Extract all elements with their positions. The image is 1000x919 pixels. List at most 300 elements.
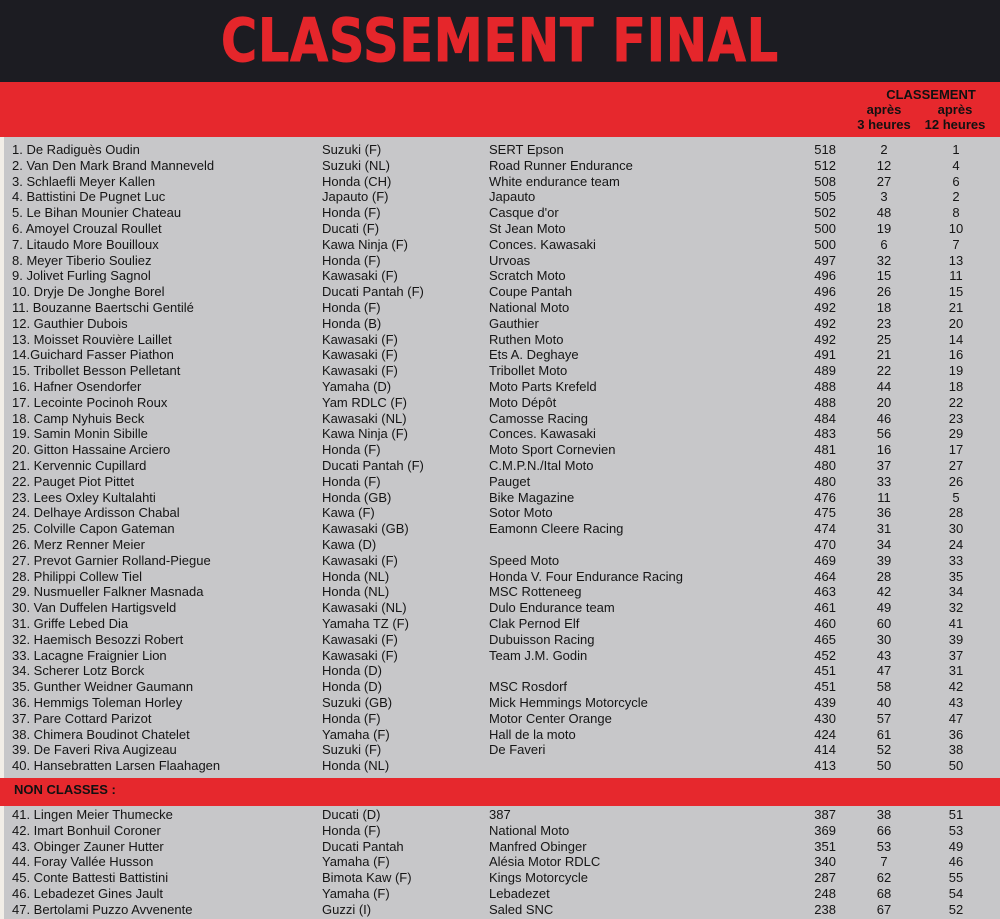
rank-after-3h: 33 [876,473,892,489]
table-row [0,142,1000,158]
motorcycle: Bimota Kaw (F) [322,870,412,886]
rank-after-3h: 60 [876,616,892,631]
table-row [0,237,1000,253]
table-row [0,537,1000,553]
rank-after-3h: 19 [876,221,892,236]
pilot-names: 33. Lacagne Fraignier Lion [12,647,167,663]
laps: 460 [814,616,836,631]
rank-after-3h: 42 [876,584,892,600]
rank-after-12h: 51 [948,807,964,822]
team-name: Conces. Kawasaki [489,236,596,252]
rank-after-3h: 16 [876,442,892,458]
rank-after-3h: 3 [880,189,888,205]
pilot-names: 34. Scherer Lotz Borck [12,663,145,679]
laps: 481 [814,442,836,458]
pilot-names: 14.Guichard Fasser Piathon [12,347,174,363]
table-row [0,902,1000,918]
laps: 465 [814,631,836,647]
motorcycle: Kawa Ninja (F) [322,426,408,442]
laps: 492 [814,315,836,331]
table-row [0,221,1000,237]
rank-after-3h: 28 [876,568,892,584]
rank-after-3h: 2 [880,142,888,157]
team-name: Motor Center Orange [489,710,612,726]
rank-after-12h: 13 [948,252,964,268]
pilot-names: 11. Bouzanne Baertschi Gentilé [12,300,194,315]
laps: 502 [814,205,836,221]
pilot-names: 43. Obinger Zauner Hutter [12,838,164,854]
rank-after-3h: 48 [876,205,892,221]
rank-after-3h: 7 [880,854,888,870]
rank-after-3h: 49 [876,600,892,616]
motorcycle: Kawa Ninja (F) [322,236,408,252]
pilot-names: 36. Hemmigs Toleman Horley [12,695,183,710]
laps: 461 [814,600,836,616]
laps: 500 [814,221,836,236]
motorcycle: Kawa (D) [322,537,377,552]
table-row [0,807,1000,823]
rank-after-3h: 32 [876,252,892,268]
motorcycle: Yamaha TZ (F) [322,616,409,631]
pilot-names: 47. Bertolami Puzzo Avvenente [12,901,193,917]
motorcycle: Suzuki (F) [322,142,382,157]
pilot-names: 12. Gauthier Dubois [12,315,128,331]
rank-after-3h: 38 [876,807,892,822]
team-name: Clak Pernod Elf [489,616,580,631]
pilot-names: 9. Jolivet Furling Sagnol [12,268,151,284]
rank-after-12h: 6 [952,173,960,189]
table-row [0,300,1000,316]
table-row [0,458,1000,474]
table-row [0,742,1000,758]
rank-after-12h: 5 [952,489,960,505]
rank-after-3h: 37 [876,458,892,473]
laps: 500 [814,236,836,252]
team-name: Moto Dépôt [489,394,557,410]
motorcycle: Kawasaki (F) [322,331,398,347]
table-row [0,395,1000,411]
laps: 439 [814,695,836,710]
motorcycle: Honda (CH) [322,173,392,189]
laps: 488 [814,379,836,394]
team-name: Honda V. Four Endurance Racing [489,568,683,584]
pilot-names: 27. Prevot Garnier Rolland-Piegue [12,552,211,568]
non-classes-bar [0,778,1000,806]
motorcycle: Yamaha (F) [322,854,390,870]
rank-after-3h: 44 [876,379,892,394]
laps: 464 [814,568,836,584]
rank-after-12h: 34 [948,584,964,600]
laps: 238 [814,901,836,917]
motorcycle: Japauto (F) [322,189,389,205]
team-name: Tribollet Moto [489,363,568,379]
table-row [0,854,1000,870]
motorcycle: Honda (F) [322,442,381,458]
rank-after-12h: 42 [948,679,964,695]
rank-after-12h: 54 [948,886,964,901]
team-name: Kings Motorcycle [489,870,588,886]
motorcycle: Suzuki (NL) [322,157,390,173]
laps: 489 [814,363,836,379]
team-name: National Moto [489,300,570,315]
table-row [0,663,1000,679]
pilot-names: 15. Tribollet Besson Pelletant [12,363,181,379]
motorcycle: Honda (F) [322,205,381,221]
laps: 505 [814,189,836,205]
laps: 424 [814,726,836,742]
laps: 475 [814,505,836,521]
laps: 491 [814,347,836,363]
team-name: Sotor Moto [489,505,553,521]
rank-after-12h: 49 [948,838,964,854]
rank-after-12h: 10 [948,221,964,236]
table-row [0,347,1000,363]
rank-after-12h: 18 [948,379,964,394]
rank-after-3h: 30 [876,631,892,647]
rank-after-12h: 32 [948,600,964,616]
rank-after-3h: 11 [877,489,891,505]
team-name: MSC Rosdorf [489,679,568,695]
laps: 413 [814,758,836,774]
rank-after-3h: 31 [876,521,892,537]
rank-after-12h: 27 [948,458,964,473]
motorcycle: Honda (NL) [322,758,390,774]
team-name: Lebadezet [489,886,550,901]
team-name: Hall de la moto [489,726,576,742]
pilot-names: 6. Amoyel Crouzal Roullet [12,221,162,236]
motorcycle: Honda (D) [322,679,382,695]
laps: 480 [814,473,836,489]
rank-after-12h: 41 [948,616,964,631]
motorcycle: Honda (F) [322,300,381,315]
laps: 480 [814,458,836,473]
table-row [0,316,1000,332]
table-row [0,363,1000,379]
rank-after-12h: 7 [952,236,960,252]
motorcycle: Kawasaki (F) [322,631,398,647]
table-row [0,268,1000,284]
table-row [0,490,1000,506]
team-name: De Faveri [489,742,546,758]
motorcycle: Kawasaki (NL) [322,410,407,426]
motorcycle: Ducati (F) [322,221,380,236]
laps: 340 [814,854,836,870]
laps: 518 [814,142,836,157]
motorcycle: Honda (NL) [322,568,390,584]
pilot-names: 1. De Radiguès Oudin [12,142,140,157]
motorcycle: Yamaha (D) [322,379,392,394]
pilot-names: 29. Nusmueller Falkner Masnada [12,584,204,600]
laps: 387 [814,807,836,822]
rank-after-3h: 25 [876,331,892,347]
table-row [0,839,1000,855]
laps: 492 [814,331,836,347]
laps: 484 [814,410,836,426]
rank-after-3h: 61 [876,726,892,742]
pilot-names: 40. Hansebratten Larsen Flaahagen [12,758,221,774]
pilot-names: 21. Kervennic Cupillard [12,458,147,473]
pilot-names: 39. De Faveri Riva Augizeau [12,742,177,758]
laps: 469 [814,552,836,568]
motorcycle: Suzuki (F) [322,742,382,758]
rank-after-12h: 43 [948,695,964,710]
rank-after-12h: 4 [952,157,960,173]
motorcycle: Ducati Pantah (F) [322,458,424,473]
rank-after-12h: 35 [948,568,964,584]
table-row [0,870,1000,886]
rank-after-12h: 17 [948,442,964,458]
rank-after-3h: 52 [876,742,892,758]
table-row [0,158,1000,174]
table-row [0,189,1000,205]
rank-after-12h: 28 [948,505,964,521]
rank-after-12h: 55 [948,870,964,886]
pilot-names: 46. Lebadezet Gines Jault [12,886,164,901]
team-name: Bike Magazine [489,489,575,505]
rank-after-3h: 57 [876,710,892,726]
motorcycle: Honda (D) [322,663,382,679]
table-row [0,505,1000,521]
motorcycle: Honda (NL) [322,584,390,600]
pilot-names: 42. Imart Bonhuil Coroner [12,822,161,838]
rank-after-12h: 22 [948,394,964,410]
team-name: SERT Epson [489,142,564,157]
table-row [0,174,1000,190]
rank-after-3h: 26 [876,284,892,300]
motorcycle: Guzzi (I) [322,901,372,917]
laps: 496 [814,284,836,300]
pilot-names: 26. Merz Renner Meier [12,537,145,552]
rank-after-12h: 14 [948,331,964,347]
rank-after-3h: 47 [876,663,892,679]
motorcycle: Ducati Pantah [322,838,404,854]
rank-after-3h: 18 [876,300,892,315]
rank-after-3h: 20 [876,394,892,410]
table-row [0,727,1000,743]
pilot-names: 3. Schlaefli Meyer Kallen [12,173,156,189]
laps: 451 [814,679,836,695]
team-name: Dubuisson Racing [489,631,595,647]
rank-after-3h: 58 [876,679,892,695]
laps: 497 [814,252,836,268]
rank-after-12h: 11 [949,268,963,284]
rank-after-12h: 38 [948,742,964,758]
rank-after-3h: 53 [876,838,892,854]
laps: 369 [814,822,836,838]
table-row [0,284,1000,300]
rank-after-3h: 39 [876,552,892,568]
laps: 496 [814,268,836,284]
team-name: Moto Parts Krefeld [489,379,597,394]
laps: 508 [814,173,836,189]
after-12h-heading: après 12 heures [924,102,986,132]
motorcycle: Ducati Pantah (F) [322,284,424,300]
rank-after-12h: 39 [948,631,964,647]
motorcycle: Suzuki (GB) [322,695,393,710]
pilot-names: 38. Chimera Boudinot Chatelet [12,726,190,742]
rank-after-3h: 6 [880,236,888,252]
pilot-names: 30. Van Duffelen Hartigsveld [12,600,177,616]
table-row [0,442,1000,458]
table-row [0,253,1000,269]
pilot-names: 16. Hafner Osendorfer [12,379,142,394]
pilot-names: 31. Griffe Lebed Dia [12,616,129,631]
motorcycle: Kawasaki (F) [322,268,398,284]
motorcycle: Kawasaki (F) [322,363,398,379]
table-row [0,758,1000,774]
rank-after-12h: 33 [948,552,964,568]
laps: 470 [814,537,836,552]
team-name: Japauto [489,189,536,205]
table-row [0,616,1000,632]
team-name: Ruthen Moto [489,331,564,347]
rank-after-12h: 31 [948,663,964,679]
rank-after-12h: 19 [948,363,964,379]
table-row [0,584,1000,600]
team-name: Pauget [489,473,531,489]
table-row [0,426,1000,442]
rank-after-12h: 23 [948,410,964,426]
pilot-names: 19. Samin Monin Sibille [12,426,148,442]
team-name: Urvoas [489,252,531,268]
rank-after-3h: 46 [876,410,892,426]
motorcycle: Honda (GB) [322,489,392,505]
pilot-names: 7. Litaudo More Bouilloux [12,236,159,252]
motorcycle: Kawasaki (F) [322,347,398,363]
classement-heading: CLASSEMENT [886,87,976,102]
rank-after-3h: 56 [876,426,892,442]
table-row [0,886,1000,902]
team-name: St Jean Moto [489,221,566,236]
rank-after-3h: 22 [876,363,892,379]
pilot-names: 41. Lingen Meier Thumecke [12,807,173,822]
rank-after-12h: 26 [948,473,964,489]
motorcycle: Kawasaki (NL) [322,600,407,616]
pilot-names: 37. Pare Cottard Parizot [12,710,152,726]
table-row [0,600,1000,616]
rank-after-3h: 68 [876,886,892,901]
rank-after-3h: 34 [876,537,892,552]
team-name: MSC Rotteneeg [489,584,582,600]
team-name: National Moto [489,822,570,838]
rank-after-3h: 67 [876,901,892,917]
motorcycle: Honda (F) [322,822,381,838]
table-row [0,379,1000,395]
table-row [0,332,1000,348]
team-name: White endurance team [489,173,620,189]
table-row [0,521,1000,537]
laps: 476 [814,489,836,505]
rank-after-3h: 12 [876,157,892,173]
rank-after-12h: 36 [948,726,964,742]
team-name: Scratch Moto [489,268,566,284]
team-name: Manfred Obinger [489,838,587,854]
laps: 474 [814,521,836,537]
page-title: CLASSEMENT FINAL [221,6,779,76]
rank-after-12h: 29 [948,426,964,442]
non-classes-label: NON CLASSES : [14,782,116,797]
team-name: Camosse Racing [489,410,588,426]
team-name: Casque d'or [489,205,559,221]
rank-after-12h: 50 [948,758,964,774]
motorcycle: Kawasaki (GB) [322,521,409,537]
pilot-names: 45. Conte Battesti Battistini [12,870,169,886]
laps: 488 [814,394,836,410]
motorcycle: Honda (B) [322,315,382,331]
rank-after-12h: 15 [948,284,964,300]
rank-after-12h: 52 [948,901,964,917]
team-name: Conces. Kawasaki [489,426,596,442]
table-row [0,679,1000,695]
rank-after-12h: 21 [948,300,964,315]
pilot-names: 22. Pauget Piot Pittet [12,473,135,489]
laps: 483 [814,426,836,442]
title-banner [0,0,1000,82]
pilot-names: 18. Camp Nyhuis Beck [12,410,145,426]
team-name: Speed Moto [489,552,560,568]
rank-after-12h: 1 [952,142,960,157]
motorcycle: Yamaha (F) [322,886,390,901]
pilot-names: 25. Colville Capon Gateman [12,521,175,537]
rank-after-12h: 30 [948,521,964,537]
column-header-bar [0,82,1000,137]
team-name: Alésia Motor RDLC [489,854,601,870]
pilot-names: 23. Lees Oxley Kultalahti [12,489,156,505]
laps: 430 [814,710,836,726]
pilot-names: 8. Meyer Tiberio Souliez [12,252,152,268]
team-name: Gauthier [489,315,539,331]
pilot-names: 17. Lecointe Pocinoh Roux [12,394,168,410]
table-row [0,569,1000,585]
motorcycle: Ducati (D) [322,807,381,822]
team-name: Road Runner Endurance [489,157,633,173]
pilot-names: 2. Van Den Mark Brand Manneveld [12,157,215,173]
rank-after-3h: 36 [876,505,892,521]
laps: 463 [814,584,836,600]
laps: 414 [814,742,836,758]
team-name: Ets A. Deghaye [489,347,579,363]
motorcycle: Honda (F) [322,252,381,268]
rank-after-3h: 40 [876,695,892,710]
team-name: Team J.M. Godin [489,647,588,663]
rank-after-12h: 24 [948,537,964,552]
pilot-names: 32. Haemisch Besozzi Robert [12,631,184,647]
laps: 451 [814,663,836,679]
laps: 351 [814,838,836,854]
table-row [0,648,1000,664]
pilot-names: 4. Battistini De Pugnet Luc [12,189,166,205]
laps: 287 [814,870,836,886]
laps: 492 [814,300,836,315]
motorcycle: Kawasaki (F) [322,552,398,568]
rank-after-12h: 46 [948,854,964,870]
pilot-names: 28. Philippi Collew Tiel [12,568,143,584]
team-name: 387 [489,807,511,822]
team-name: Mick Hemmings Motorcycle [489,695,648,710]
rank-after-12h: 2 [952,189,960,205]
team-name: Moto Sport Cornevien [489,442,616,458]
table-row [0,205,1000,221]
pilot-names: 13. Moisset Rouvière Laillet [12,331,172,347]
rank-after-3h: 15 [876,268,892,284]
motorcycle: Yamaha (F) [322,726,390,742]
pilot-names: 10. Dryje De Jonghe Borel [12,284,165,300]
rank-after-3h: 21 [876,347,892,363]
rank-after-3h: 62 [876,870,892,886]
rank-after-3h: 23 [876,315,892,331]
team-name: Eamonn Cleere Racing [489,521,624,537]
motorcycle: Honda (F) [322,473,381,489]
